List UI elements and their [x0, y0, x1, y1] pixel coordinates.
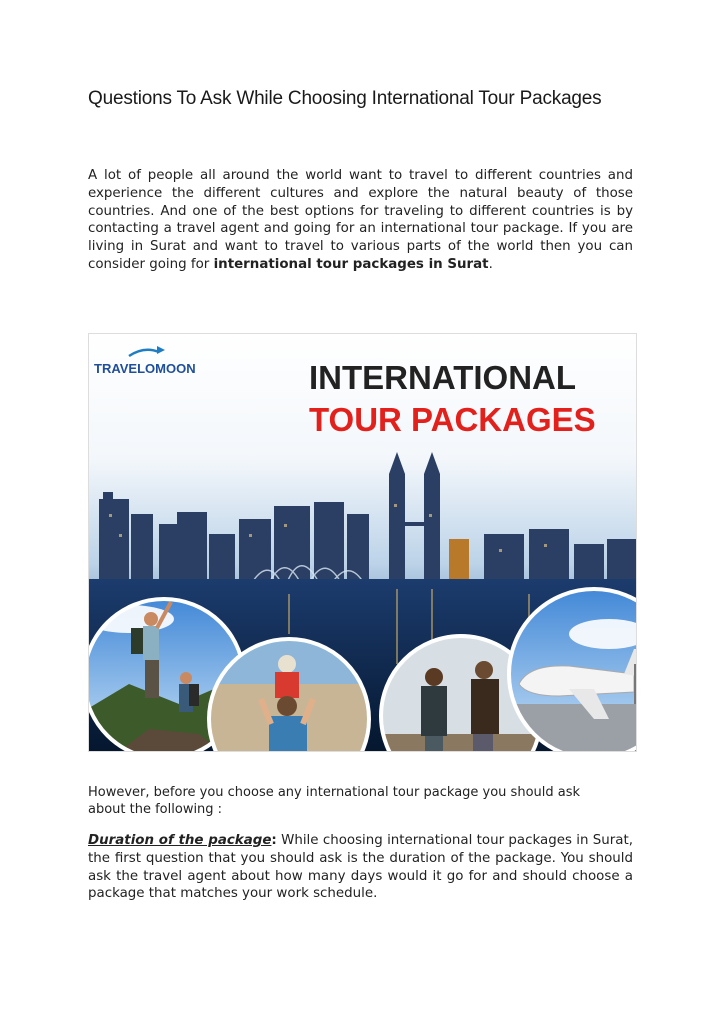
duration-heading: Duration of the package	[88, 833, 272, 848]
duration-text: While choosing international tour packages in Surat, the first question that you should ask is the duration of the package. You should ask the travel agent about how many days would it go for and should choose a package that matches your work schedule.	[88, 833, 633, 902]
intro-end: .	[488, 256, 493, 272]
duration-colon: :	[271, 833, 277, 848]
page-title: Questions To Ask While Choosing International Tour Packages	[88, 88, 602, 109]
intro-text: A lot of people all around the world want to travel to different countries and experience the different cultures and explore the natural beauty of those countries. And one of the best options for traveling to different countries is by contacting a travel agent and going for an international tour package. If you are living in Surat and want to travel to various parts of the world then you can consider going for	[88, 168, 633, 272]
duration-paragraph	[88, 832, 633, 903]
intro-paragraph	[88, 167, 633, 274]
intro-keyword: international tour packages in Surat	[213, 256, 489, 272]
banner-heading-line2: TOUR PACKAGES	[309, 401, 596, 438]
tour-banner-image	[88, 333, 637, 752]
banner-heading-line1: INTERNATIONAL	[309, 359, 577, 396]
logo-text: TRAVELOMOON	[94, 361, 196, 376]
followup-paragraph: However, before you choose any international tour package you should ask about the following :	[88, 785, 581, 817]
